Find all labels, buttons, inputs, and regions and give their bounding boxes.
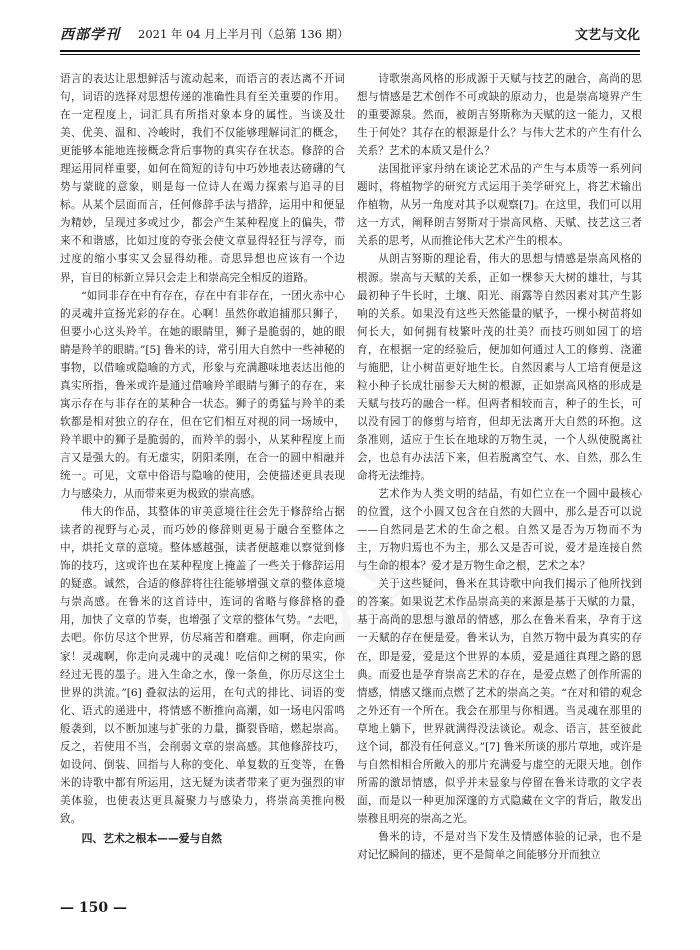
page-number-value: 150 xyxy=(78,900,109,916)
journal-masthead: 西部学刊 xyxy=(60,27,120,43)
section-heading: 四、艺术之根本——爱与自然 xyxy=(81,831,222,845)
page-number: — 150 — xyxy=(60,900,127,916)
paragraph: 伟大的作品，其整体的审美意境往往会先于修辞给占据读者的视野与心灵，而巧妙的修辞则更易于融合至整体之中，烘托文章的意境。整体感越强，读者便越难以察觉到修饰的技巧，这或许也在某种程度上掩盖了一些关于修辞运用的疑惑。诚然，合适的修辞将往往能够增强文章的整体意境与崇高感。在鲁米的这首诗中，连词的省略与修辞格的叠用，加快了文章的节奏，也增强了文章的整体气势。“去吧，去吧。你仿尽这个世界，仿尽痛苦和磨难。画啊，你走向画家！灵魂啊，你走向灵魂中的灵魂！吃信仰之树的果实，你经过无畏的墨子。进入生命之水，像一条鱼，你历尽这尘土世界的洪流。”[6] 叠叙法的运用，在句式的排比、词语的变化、语式的递进中，将情感不断推向高潮，如一场电闪雷鸣般袭到，以不断加速与扩张的力量，撕裂昏暗，燃起崇高。反之，若使用不当，会削弱文章的崇高感。其他修辞技巧，如设问、倒装、回指与人称的变化、单复数的互变等，在鲁米的诗歌中都有所运用，这无疑为读者带来了更为强烈的审美体验，也使表达更具凝聚力与感染力，将崇高美推向极致。 xyxy=(60,506,345,825)
paragraph: 语言的表达让思想鲜活与流动起来，而语言的表达离不开词句，词语的选择对思想传递的准确性具有至关重要的作用。在一定程度上，词汇具有所指对象本身的属性。当谈及壮美、优美、温和、冷峻时，我们不仅能够理解词汇的概念，更能够本能地连接概念背后事物的真实存在状态。修辞的合理运用同样重要，如何在简短的诗句中巧妙地表达磅礴的气势与蒙眬的意象，则是每一位诗人在竭力探索与追寻的目标。从某个层面而言，任何修辞手法与措辞，运用中和便显为精妙，呈现过多或过少，都会产生某种程度上的偏失，带来不和谐感，比如过度的夸张会使文章显得轻狂与浮夸，而过度的缩小事实又会显得幼稚。奇思异想也应该有一个边界，盲目的标新立异只会走上和崇高完全相反的道路。 xyxy=(60,73,345,284)
section-title: 文艺与文化 xyxy=(574,28,640,43)
right-column xyxy=(357,70,642,864)
left-column xyxy=(60,70,345,848)
paragraph: 从朗吉努斯的理论看，伟大的思想与情感是崇高风格的根源。崇高与天赋的关系，正如一棵参天大树的雄壮，与其最初种子牛长时，土壤、阳光、雨露等自然因素对其产生影响的关系。如果没有这些天然能量的赋予，一棵小树苗将如何长大，如何拥有枝繁叶茂的壮美？而技巧则如园丁的培育，在根据一定的经验后，便加如何通过人工的修剪、浇灌与施肥，让小树苗更好地生长。自然因素与人工培育便是这粒小种子长成壮丽参天大树的根源，正如崇高风格的形成是天赋与技巧的融合一样。但两者相较而言，种子的生长，可以没有园丁的修剪与培育，但却无法离开大自然的环抱。这条准则，适应于生长在地球的万物生灵，一个人纵使脱离社会，也总有办法活下来，但若脱离空气、水、自然，那么生命将无法维持。 xyxy=(357,253,642,483)
paragraph: “如同非存在中有存在，存在中有非存在，一团火赤中心的灵魂并宣扬光彩的存在。心啊！虽然你敢追捕那只狮子，但要小心这头羚羊。在她的眼睛里，狮子是脆弱的，她的眼睛是羚羊的眼睛。”[5] 鲁米的诗，常引用大自然中一些神秘的事物，以借喻或隐喻的方式，形象与充满趣味地表达出他的真实所指，鲁米或许是通过借喻羚羊眼睛与狮子的存在，来寓示存在与非存在的某种合一状态。狮子的勇猛与羚羊的柔软都是相对独立的存在，但在它们相互对视的同一场域中，羚羊眼中的狮子是脆弱的，而羚羊的弱小，从某种程度上而言又是强大的。有无虚实，阴阳柔刚，在合一的圆中相融并统一。可见，文章中俗语与隐喻的使用，会使描述更具表现力与感染力，从而带来更为极致的崇高感。 xyxy=(60,289,345,501)
header-rule-thin xyxy=(60,54,640,55)
paragraph: 艺术作为人类文明的结晶，有如伫立在一个圆中最核心的位置，这个小圆又包含在自然的大圆中，那么是否可以说——自然同是艺术的生命之根。自然又是否为万物而不为主，万物归焉也不为主，那么又是否可说，爱才是连接自然与生命的根本？爱才是万物生命之根，艺术之本？ xyxy=(357,488,642,573)
paragraph: 诗歌崇高风格的形成源于天赋与技艺的融合，高尚的思想与情感是艺术创作不可或缺的原动力，也是崇高境界产生的重要源泉。然而，被朗吉努斯称为天赋的这一能力，又根生于何处？其存在的根源是什么？与伟大艺术的产生有什么关系？艺术的本质又是什么？ xyxy=(357,73,642,158)
page-header xyxy=(60,22,640,44)
header-rule xyxy=(60,50,640,52)
issue-info: 2021 年 04 月上半月刊（总第 136 期） xyxy=(138,27,349,41)
paragraph: 法国批评家丹纳在谈论艺术品的产生与本质等一系列问题时，将植物学的研究方式运用于美学研究上，将艺术输出作植物，从另一角度对其予以观察[7]。在这里，我们可以用这一方式，阐释朗吉努斯对于崇高风格、天赋、技艺这三者关系的思考，从而推论伟大艺术产生的根本。 xyxy=(357,163,642,248)
paragraph: 关于这些疑问，鲁米在其诗歌中向我们揭示了他所找到的答案。如果说艺术作品崇高美的来源是基于天赋的力量，基于高尚的思想与激昂的情感，那么在鲁米看来，孕育于这一天赋的存在便是爱。鲁米认为，自然万物中最为真实的存在，即是爱，爱是这个世界的本质，爱是通往真理之路的恩典。而爱也是孕育崇高艺术的存在，是爱点燃了创作所需的情感，情感又继而点燃了艺术的崇高之美。“在对和错的观念之外还有一个所在。我会在那里与你相遇。当灵魂在那里的草地上躺下，世界就满得没法谈论。观念、语言，甚至彼此这个词，都没有任何意义。”[7] 鲁米所谈的那片草地，或许是与自然相相合所敞入的那片充满爱与虚空的无限天地。创作所需的激昂情感，似乎并未显象与停留在鲁米诗歌的文字表面，而是以一种更加深邃的方式隐藏在文字的背后，散发出崇穆且明亮的崇高之光。 xyxy=(357,578,642,825)
paragraph: 鲁米的诗，不是对当下发生及情感体验的记录，也不是对记忆瞬间的描述，更不是简单之间能够分开而独立 xyxy=(357,830,642,862)
